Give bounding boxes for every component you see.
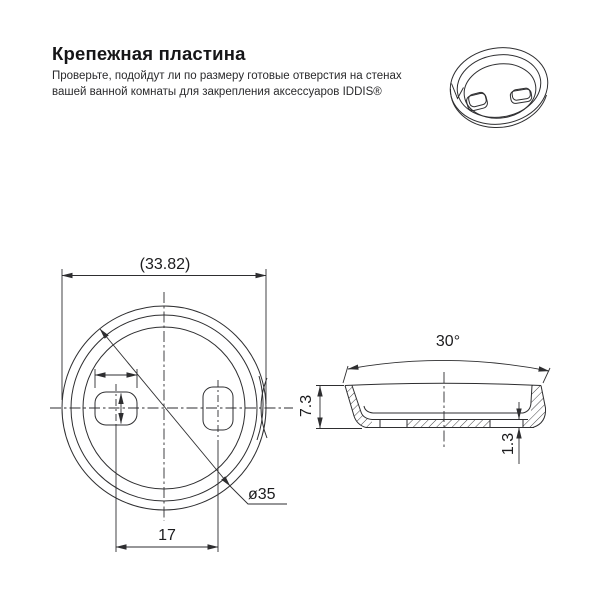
iso-floor	[460, 59, 540, 124]
dimension-diameter: ø35	[248, 486, 276, 503]
product-description-line2: вашей ванной комнаты для закрепления аксессуаров IDDIS®	[52, 86, 382, 98]
product-3d-icon	[445, 41, 554, 131]
iso-right-slot	[510, 87, 533, 104]
front-view-drawing	[50, 269, 293, 552]
extension-line	[343, 366, 348, 383]
right-mounting-slot	[203, 387, 233, 430]
section-hatch-left-wall	[345, 386, 372, 428]
diameter-dimension-line	[100, 329, 230, 486]
dimension-overall-width: (33.82)	[139, 256, 191, 273]
section-top-edge	[345, 383, 541, 385]
dimension-height: 7.3	[298, 394, 315, 418]
section-hatch-bottom	[407, 420, 490, 428]
product-description-line1: Проверьте, подойдут ли по размеру готовые отверстия на стенах	[52, 70, 402, 82]
iso-left-slot	[465, 91, 488, 111]
inner-floor-edge	[364, 406, 523, 413]
angle-dimension-arc	[348, 360, 549, 371]
dimension-hole-spacing: 17	[158, 527, 176, 544]
right-wall-inner	[523, 386, 532, 414]
page-title: Крепежная пластина	[52, 43, 246, 64]
dimension-angle: 30°	[435, 333, 461, 350]
iso-side-wall	[450, 89, 546, 128]
dimension-base-thickness: 1.3	[500, 432, 517, 456]
